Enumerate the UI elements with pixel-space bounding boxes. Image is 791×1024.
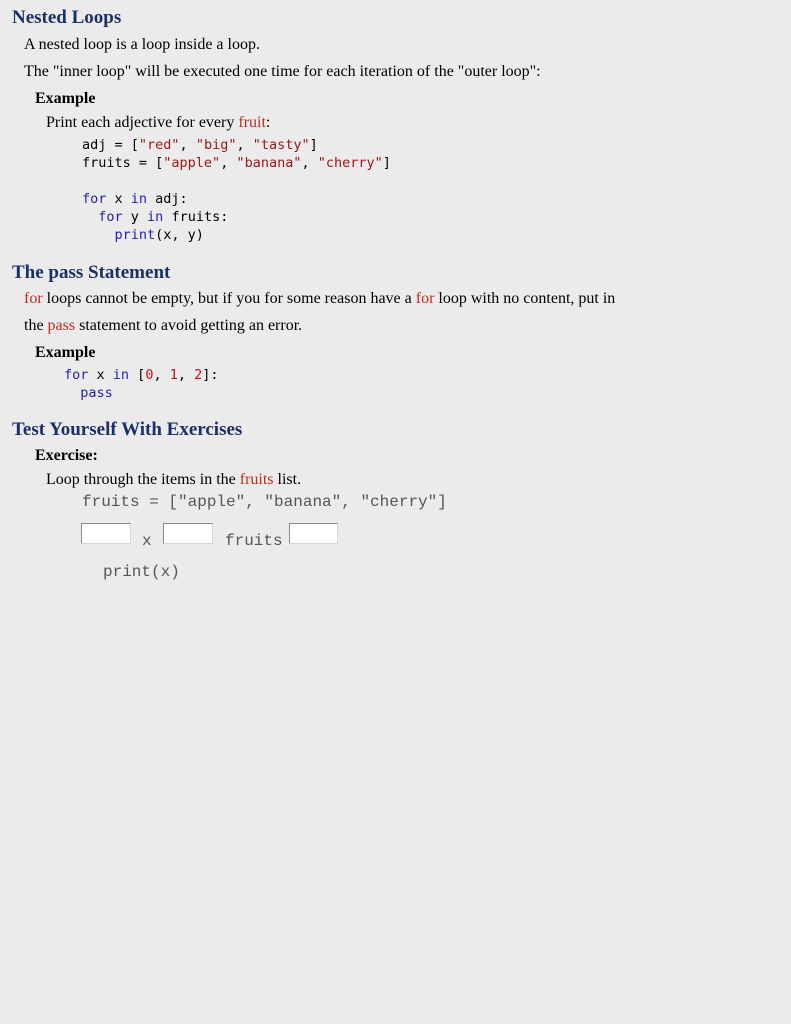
section-heading-exercises: Test Yourself With Exercises bbox=[12, 419, 243, 440]
code-block-nested-loops bbox=[82, 136, 391, 244]
code-line bbox=[98, 209, 228, 225]
code-token: ] bbox=[309, 137, 318, 153]
section-heading-pass-statement: The pass Statement bbox=[12, 262, 171, 283]
code-string: "cherry" bbox=[317, 155, 383, 171]
keyword-for: for bbox=[415, 290, 435, 307]
paragraph-text: loop with no content, put in bbox=[434, 290, 616, 307]
example-label: Example bbox=[35, 344, 96, 361]
code-token: fruits = [ bbox=[82, 155, 164, 171]
paragraph-text: Loop through the items in the bbox=[46, 471, 240, 488]
code-line bbox=[115, 227, 204, 243]
paragraph-text: the bbox=[24, 317, 48, 334]
keyword-fruits: fruits bbox=[239, 471, 274, 488]
code-line bbox=[82, 137, 318, 153]
keyword-pass: pass bbox=[47, 317, 76, 334]
code-token: (x, y) bbox=[155, 227, 204, 243]
exercise-code-fruits: fruits bbox=[225, 532, 283, 550]
example-description-colon: : bbox=[265, 114, 271, 131]
code-token: [ bbox=[129, 367, 146, 383]
exercise-label: Exercise: bbox=[35, 447, 98, 464]
code-token: ] bbox=[382, 155, 391, 171]
exercise-blank-input-1[interactable] bbox=[81, 523, 131, 544]
code-token: y bbox=[122, 209, 148, 225]
exercise-code-line-fruits: fruits = ["apple", "banana", "cherry"] bbox=[82, 493, 447, 511]
code-token: , bbox=[301, 155, 318, 171]
paragraph-pass-line2 bbox=[24, 316, 302, 336]
paragraph-nested-loop-definition: A nested loop is a loop inside a loop. bbox=[24, 36, 260, 53]
code-token: , bbox=[220, 155, 237, 171]
example-label: Example bbox=[35, 90, 96, 107]
code-string: "red" bbox=[138, 137, 180, 153]
code-keyword: for bbox=[98, 209, 123, 225]
code-line bbox=[64, 367, 219, 383]
paragraph-text: statement to avoid getting an error. bbox=[75, 317, 303, 334]
code-string: "apple" bbox=[163, 155, 221, 171]
code-line bbox=[80, 385, 113, 401]
code-number: 0 bbox=[145, 367, 154, 383]
paragraph-pass-line1 bbox=[24, 289, 615, 309]
code-keyword: in bbox=[130, 191, 148, 207]
code-keyword: in bbox=[112, 367, 130, 383]
keyword-fruit: fruit bbox=[238, 114, 266, 131]
paragraph-inner-loop: The "inner loop" will be executed one time for each iteration of the "outer loop": bbox=[24, 63, 541, 80]
code-string: "big" bbox=[195, 137, 237, 153]
example-description-text: Print each adjective for every bbox=[46, 114, 239, 131]
code-keyword: pass bbox=[80, 385, 113, 401]
exercise-blank-input-3[interactable] bbox=[289, 523, 338, 544]
exercise-code-x: x bbox=[142, 532, 152, 550]
code-keyword: for bbox=[82, 191, 107, 207]
code-number: 2 bbox=[194, 367, 203, 383]
exercise-blank-input-2[interactable] bbox=[163, 523, 213, 544]
code-token: adj = [ bbox=[82, 137, 139, 153]
code-builtin: print bbox=[114, 227, 156, 243]
code-token: , bbox=[177, 367, 195, 383]
code-token: x bbox=[88, 367, 113, 383]
code-token: , bbox=[179, 137, 196, 153]
code-string: "banana" bbox=[236, 155, 302, 171]
code-token: x bbox=[106, 191, 131, 207]
code-string: "tasty" bbox=[252, 137, 310, 153]
code-line bbox=[82, 191, 188, 207]
exercise-instruction bbox=[46, 470, 301, 490]
code-keyword: for bbox=[64, 367, 89, 383]
code-block-pass bbox=[64, 366, 219, 402]
code-line bbox=[82, 155, 391, 171]
keyword-for: for bbox=[24, 290, 43, 307]
code-keyword: in bbox=[147, 209, 164, 225]
code-token: , bbox=[153, 367, 170, 383]
code-token: ]: bbox=[202, 367, 219, 383]
exercise-code-print: print(x) bbox=[103, 563, 180, 581]
code-token: fruits: bbox=[163, 209, 229, 225]
code-number: 1 bbox=[169, 367, 178, 383]
code-token: adj: bbox=[147, 191, 188, 207]
section-heading-nested-loops: Nested Loops bbox=[12, 7, 122, 28]
code-token: , bbox=[236, 137, 253, 153]
paragraph-text: loops cannot be empty, but if you for some reason have a bbox=[42, 290, 416, 307]
paragraph-text: list. bbox=[273, 471, 302, 488]
example-description bbox=[46, 113, 270, 133]
